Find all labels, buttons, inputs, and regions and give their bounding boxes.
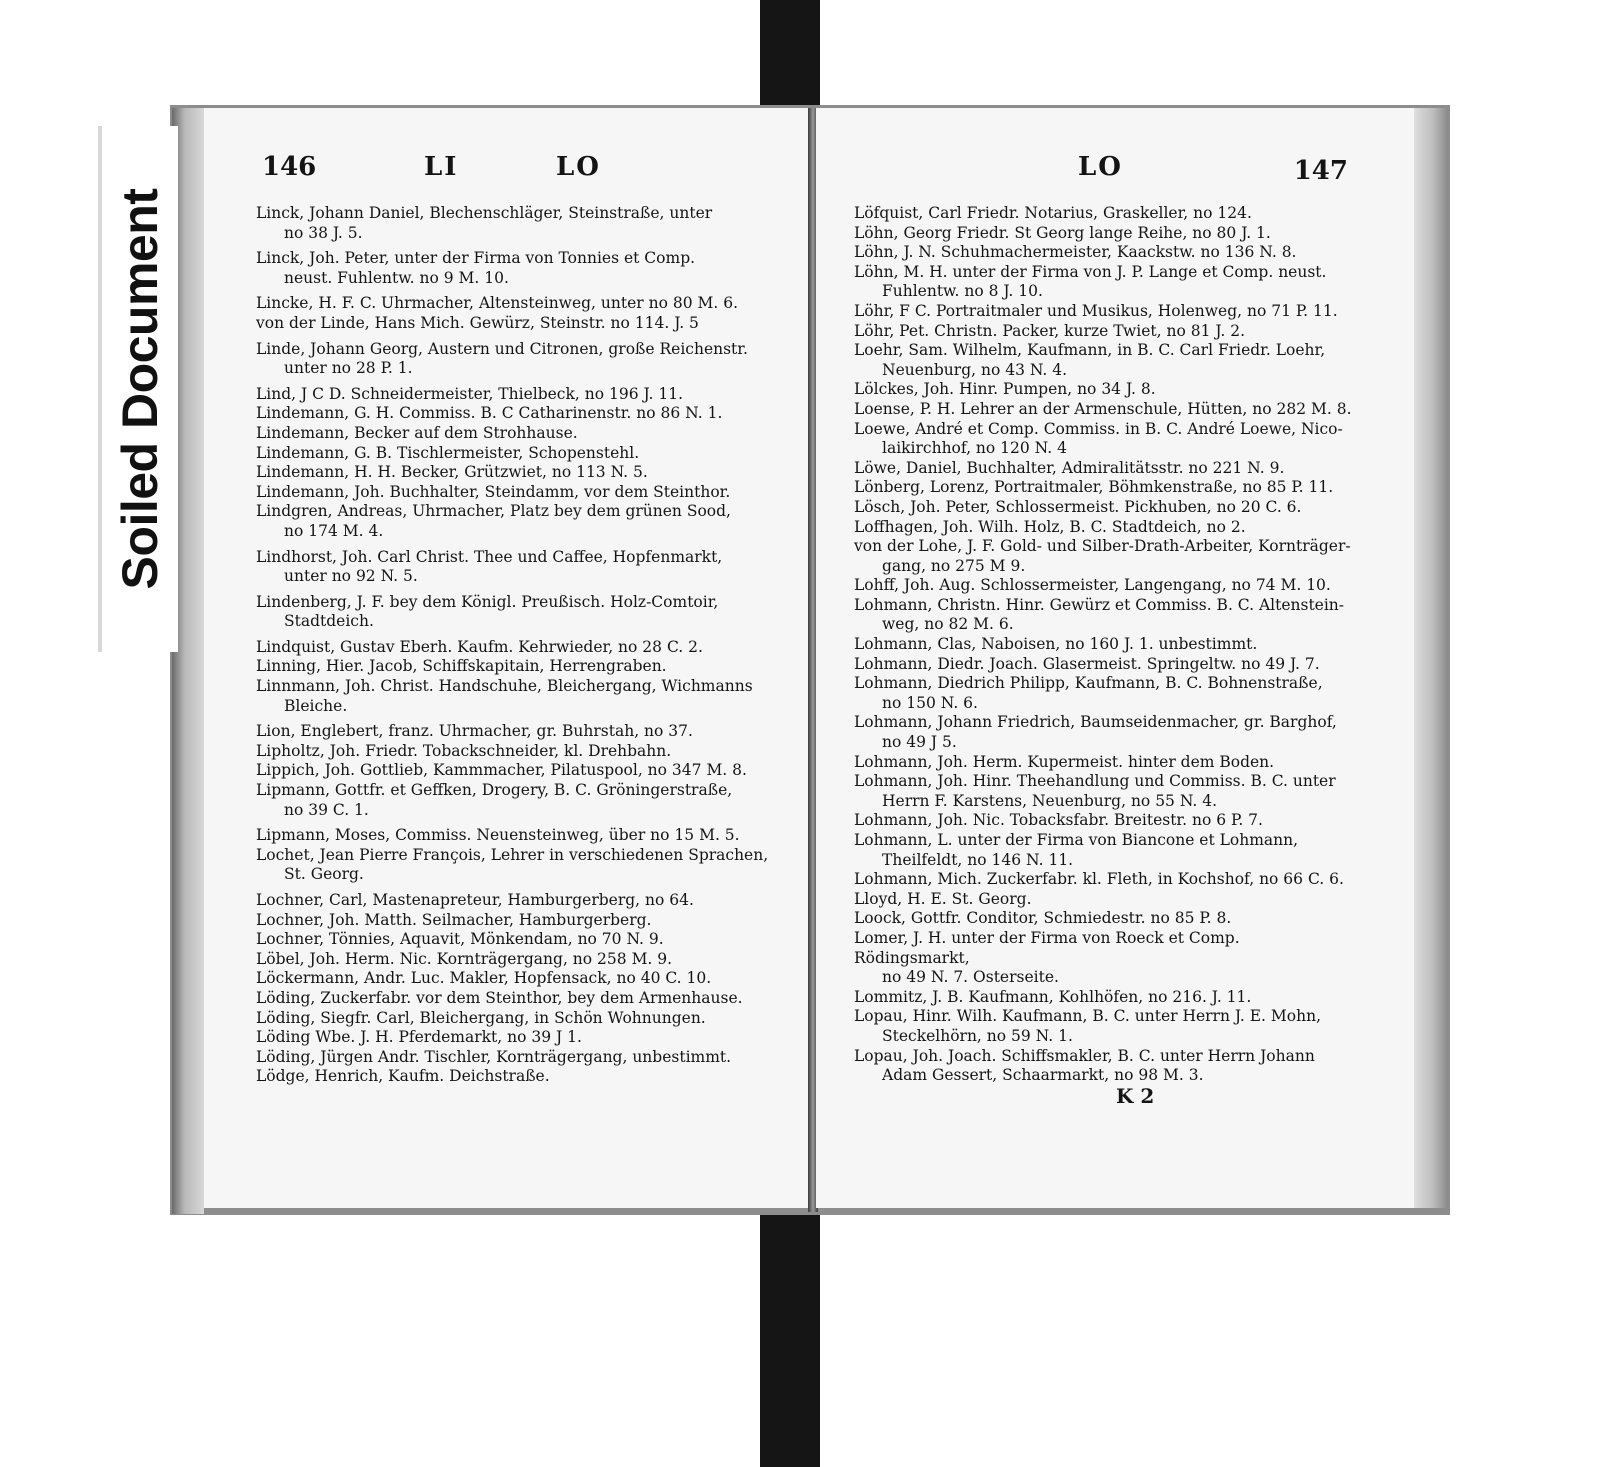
entry-line: Lindemann, Becker auf dem Strohhause. <box>256 423 578 442</box>
entry-continuation: Fuhlentw. no 8 J. 10. <box>882 282 1043 301</box>
entry-line: Lindemann, H. H. Becker, Grützwiet, no 113 N. 5. <box>256 463 648 482</box>
entry-line: Loewe, André et Comp. Commiss. in B. C. André Loewe, Nico- <box>854 419 1343 438</box>
directory-entry <box>256 930 774 950</box>
entry-continuation: Theilfeldt, no 146 N. 11. <box>882 850 1074 869</box>
entry-line: Löfquist, Carl Friedr. Notarius, Graskeller, no 124. <box>854 204 1252 222</box>
entry-line: Löding, Jürgen Andr. Tischler, Kornträgergang, unbestimmt. <box>256 1047 732 1066</box>
directory-entry <box>854 341 1356 380</box>
entry-line: Löding, Siegfr. Carl, Bleichergang, in Schön Wohnungen. <box>256 1008 706 1027</box>
left-page <box>204 108 810 1208</box>
right-head-word: LO <box>1078 152 1123 182</box>
entry-line: Lommitz, J. B. Kaufmann, Kohlhöfen, no 216. J. 11. <box>854 987 1252 1006</box>
entry-line: Löhn, M. H. unter der Firma von J. P. Lange et Comp. neust. <box>854 262 1327 281</box>
entry-continuation: gang, no 275 M 9. <box>882 556 1026 575</box>
entry-line: Löwe, Daniel, Buchhalter, Admiralitätsstr. no 221 N. 9. <box>854 458 1285 477</box>
directory-entry <box>256 593 774 632</box>
entry-line: Lindemann, G. B. Tischlermeister, Schopenstehl. <box>256 443 640 462</box>
directory-entry <box>256 502 774 541</box>
entry-line: Lohmann, Diedr. Joach. Glasermeist. Springeltw. no 49 J. 7. <box>854 654 1320 673</box>
directory-entry <box>256 742 774 762</box>
entry-line: Lohmann, Joh. Herm. Kupermeist. hinter dem Boden. <box>854 752 1275 771</box>
directory-entry <box>256 1067 774 1087</box>
entry-line: Lincke, H. F. C. Uhrmacher, Altensteinweg, unter no 80 M. 6. <box>256 294 739 313</box>
directory-entry <box>256 950 774 970</box>
entry-continuation: Bleiche. <box>284 696 348 715</box>
entry-line: Loffhagen, Joh. Wilh. Holz, B. C. Stadtdeich, no 2. <box>854 517 1246 536</box>
entry-continuation: Neuenburg, no 43 N. 4. <box>882 360 1068 379</box>
entry-line: Löding, Zuckerfabr. vor dem Steinthor, bey dem Armenhause. <box>256 988 743 1007</box>
directory-entry <box>854 459 1356 479</box>
entry-line: von der Linde, Hans Mich. Gewürz, Steinstr. no 114. J. 5 <box>256 313 699 332</box>
signature-mark: K 2 <box>1116 1084 1155 1108</box>
directory-entry <box>854 811 1356 831</box>
entry-line: Lohmann, Christn. Hinr. Gewürz et Commiss. B. C. Altenstein- <box>854 595 1345 614</box>
entry-continuation: no 174 M. 4. <box>284 521 384 540</box>
directory-entry <box>854 1007 1356 1046</box>
entry-line: Lölckes, Joh. Hinr. Pumpen, no 34 J. 8. <box>854 380 1156 399</box>
directory-entry <box>256 385 774 405</box>
directory-entry <box>854 635 1356 655</box>
entry-continuation: no 49 N. 7. Osterseite. <box>882 968 1059 987</box>
entry-line: Loock, Gottfr. Conditor, Schmiedestr. no 85 P. 8. <box>854 909 1232 928</box>
entry-continuation: Adam Gessert, Schaarmarkt, no 98 M. 3. <box>882 1066 1204 1085</box>
directory-entry <box>854 753 1356 773</box>
directory-entry <box>256 911 774 931</box>
entry-line: Lohmann, Joh. Nic. Tobacksfabr. Breitestr. no 6 P. 7. <box>854 811 1263 830</box>
entry-line: Linde, Johann Georg, Austern und Citronen, große Reichenstr. <box>256 339 748 358</box>
entry-line: Linnmann, Joh. Christ. Handschuhe, Bleichergang, Wichmanns <box>256 677 753 696</box>
entry-line: Linck, Joh. Peter, unter der Firma von Tonnies et Comp. <box>256 249 696 268</box>
directory-entry <box>854 576 1356 596</box>
entry-line: Lindquist, Gustav Eberh. Kaufm. Kehrwieder, no 28 C. 2. <box>256 637 703 656</box>
directory-entry <box>256 677 774 716</box>
entry-line: Lindemann, G. H. Commiss. B. C Catharinenstr. no 86 N. 1. <box>256 404 723 423</box>
entry-line: von der Lohe, J. F. Gold- und Silber-Drath-Arbeiter, Kornträger- <box>854 537 1351 556</box>
entry-line: Lohmann, Clas, Naboisen, no 160 J. 1. unbestimmt. <box>854 635 1258 654</box>
entry-line: Loehr, Sam. Wilhelm, Kaufmann, in B. C. Carl Friedr. Loehr, <box>854 341 1326 360</box>
directory-entry <box>854 518 1356 538</box>
entry-line: Lipmann, Gottfr. et Geffken, Drogery, B. C. Gröningerstraße, <box>256 781 733 800</box>
directory-entry <box>854 988 1356 1008</box>
entry-continuation: unter no 28 P. 1. <box>284 359 413 378</box>
entry-line: Lippich, Joh. Gottlieb, Kammmacher, Pilatuspool, no 347 M. 8. <box>256 761 747 780</box>
entry-line: Lochner, Carl, Mastenapreteur, Hamburgerberg, no 64. <box>256 891 694 909</box>
entry-continuation: St. Georg. <box>284 865 364 884</box>
directory-entry <box>256 463 774 483</box>
entry-continuation: Herrn F. Karstens, Neuenburg, no 55 N. 4. <box>882 791 1218 810</box>
entry-line: Lochner, Tönnies, Aquavit, Mönkendam, no 70 N. 9. <box>256 930 664 949</box>
directory-entry <box>256 444 774 464</box>
directory-entry <box>854 498 1356 518</box>
directory-entry <box>256 294 774 314</box>
directory-entry <box>854 302 1356 322</box>
entry-line: Lohmann, Mich. Zuckerfabr. kl. Fleth, in Kochshof, no 66 C. 6. <box>854 870 1344 889</box>
entry-continuation: Stadtdeich. <box>284 612 374 631</box>
entry-line: Lohmann, Johann Friedrich, Baumseidenmacher, gr. Barghof, <box>854 713 1337 732</box>
entry-line: Lödge, Henrich, Kaufm. Deichstraße. <box>256 1067 550 1086</box>
entry-continuation: Steckelhörn, no 59 N. 1. <box>882 1026 1073 1045</box>
entry-line: Löbel, Joh. Herm. Nic. Kornträgergang, no 258 M. 9. <box>256 949 673 968</box>
directory-entry <box>854 831 1356 870</box>
entry-line: Lloyd, H. E. St. Georg. <box>854 889 1032 908</box>
entry-line: Löckermann, Andr. Luc. Makler, Hopfensack, no 40 C. 10. <box>256 969 712 988</box>
directory-entry <box>854 243 1356 263</box>
directory-entry <box>256 1009 774 1029</box>
directory-entry <box>854 380 1356 400</box>
directory-entry <box>256 340 774 379</box>
left-entry-list <box>256 204 774 1087</box>
entry-line: Lindemann, Joh. Buchhalter, Steindamm, vor dem Steinthor. <box>256 482 731 501</box>
directory-entry <box>854 204 1356 224</box>
left-page-number: 146 <box>262 152 317 182</box>
directory-entry <box>256 249 774 288</box>
directory-entry <box>256 989 774 1009</box>
entry-line: Lindhorst, Joh. Carl Christ. Thee und Caffee, Hopfenmarkt, <box>256 547 723 566</box>
entry-line: Lipholtz, Joh. Friedr. Tobackschneider, kl. Drehbahn. <box>256 741 672 760</box>
entry-line: Lohff, Joh. Aug. Schlossermeister, Langengang, no 74 M. 10. <box>854 576 1331 595</box>
entry-continuation: unter no 92 N. 5. <box>284 567 418 586</box>
directory-entry <box>854 263 1356 302</box>
entry-line: Löhr, Pet. Christn. Packer, kurze Twiet, no 81 J. 2. <box>854 321 1246 340</box>
directory-entry <box>256 781 774 820</box>
directory-entry <box>256 548 774 587</box>
right-entry-list <box>854 204 1356 1086</box>
entry-line: Löhr, F C. Portraitmaler und Musikus, Holenweg, no 71 P. 11. <box>854 301 1338 320</box>
right-page-edge <box>1412 108 1448 1208</box>
directory-entry <box>854 909 1356 929</box>
directory-entry <box>854 224 1356 244</box>
entry-line: Lipmann, Moses, Commiss. Neuensteinweg, über no 15 M. 5. <box>256 826 740 845</box>
entry-line: Lohmann, L. unter der Firma von Biancone et Lohmann, <box>854 831 1299 849</box>
label-text: Soiled Document <box>112 188 168 590</box>
entry-continuation: weg, no 82 M. 6. <box>882 615 1014 634</box>
entry-line: Lohmann, Diedrich Philipp, Kaufmann, B. C. Bohnenstraße, <box>854 674 1323 693</box>
directory-entry <box>854 596 1356 635</box>
directory-entry <box>256 826 774 846</box>
directory-entry <box>854 890 1356 910</box>
entry-continuation: no 38 J. 5. <box>284 223 363 242</box>
entry-line: Lochner, Joh. Matth. Seilmacher, Hamburgerberg. <box>256 910 652 929</box>
entry-continuation: no 150 N. 6. <box>882 693 978 712</box>
directory-entry <box>256 1048 774 1068</box>
entry-line: Lind, J C D. Schneidermeister, Thielbeck, no 196 J. 11. <box>256 384 684 403</box>
directory-entry <box>256 314 774 334</box>
entry-line: Löding Wbe. J. H. Pferdemarkt, no 39 J 1. <box>256 1028 582 1047</box>
entry-line: Linning, Hier. Jacob, Schiffskapitain, Herrengraben. <box>256 657 667 676</box>
right-page-number: 147 <box>1293 156 1348 186</box>
directory-entry <box>256 1028 774 1048</box>
entry-line: Lönberg, Lorenz, Portraitmaler, Böhmkenstraße, no 85 P. 11. <box>854 478 1334 497</box>
entry-line: Lopau, Hinr. Wilh. Kaufmann, B. C. unter Herrn J. E. Mohn, <box>854 1007 1322 1026</box>
directory-entry <box>854 322 1356 342</box>
directory-entry <box>854 929 1356 988</box>
left-head-word-1: LI <box>424 152 459 182</box>
directory-entry <box>256 483 774 503</box>
entry-line: Lohmann, Joh. Hinr. Theehandlung und Commiss. B. C. unter <box>854 772 1336 791</box>
directory-entry <box>854 1047 1356 1086</box>
directory-entry <box>854 674 1356 713</box>
directory-entry <box>256 761 774 781</box>
entry-line: Lindenberg, J. F. bey dem Königl. Preußisch. Holz-Comtoir, <box>256 592 719 611</box>
directory-entry <box>854 400 1356 420</box>
directory-entry <box>854 713 1356 752</box>
directory-entry <box>256 722 774 742</box>
entry-line: Lindgren, Andreas, Uhrmacher, Platz bey dem grünen Sood, <box>256 502 731 521</box>
entry-line: Loense, P. H. Lehrer an der Armenschule, Hütten, no 282 M. 8. <box>854 399 1352 418</box>
left-page-header <box>204 152 810 192</box>
entry-line: Löhn, J. N. Schuhmachermeister, Kaackstw. no 136 N. 8. <box>854 243 1297 262</box>
directory-entry <box>854 537 1356 576</box>
entry-line: Lomer, J. H. unter der Firma von Roeck et Comp. Rödingsmarkt, <box>854 928 1240 967</box>
directory-entry <box>854 772 1356 811</box>
directory-entry <box>854 655 1356 675</box>
directory-entry <box>256 638 774 658</box>
entry-line: Lösch, Joh. Peter, Schlossermeist. Pickhuben, no 20 C. 6. <box>854 497 1302 516</box>
entry-line: Lion, Englebert, franz. Uhrmacher, gr. Buhrstah, no 37. <box>256 722 693 741</box>
directory-entry <box>256 404 774 424</box>
entry-line: Lochet, Jean Pierre François, Lehrer in verschiedenen Sprachen, <box>256 845 769 864</box>
entry-continuation: no 49 J 5. <box>882 733 957 752</box>
entry-continuation: laikirchhof, no 120 N. 4 <box>882 439 1067 458</box>
entry-line: Linck, Johann Daniel, Blechenschläger, Steinstraße, unter <box>256 204 713 222</box>
directory-entry <box>256 846 774 885</box>
directory-entry <box>256 657 774 677</box>
right-page <box>816 108 1414 1208</box>
label-card <box>98 126 178 652</box>
directory-entry <box>256 891 774 911</box>
directory-entry <box>256 204 774 243</box>
directory-entry <box>854 420 1356 459</box>
directory-entry <box>854 478 1356 498</box>
directory-entry <box>256 424 774 444</box>
entry-continuation: neust. Fuhlentw. no 9 M. 10. <box>284 268 509 287</box>
directory-entry <box>854 870 1356 890</box>
directory-entry <box>256 969 774 989</box>
right-page-header <box>816 152 1414 192</box>
left-head-word-2: LO <box>556 152 601 182</box>
entry-continuation: no 39 C. 1. <box>284 800 369 819</box>
entry-line: Lopau, Joh. Joach. Schiffsmakler, B. C. unter Herrn Johann <box>854 1046 1315 1065</box>
entry-line: Löhn, Georg Friedr. St Georg lange Reihe, no 80 J. 1. <box>854 223 1271 242</box>
